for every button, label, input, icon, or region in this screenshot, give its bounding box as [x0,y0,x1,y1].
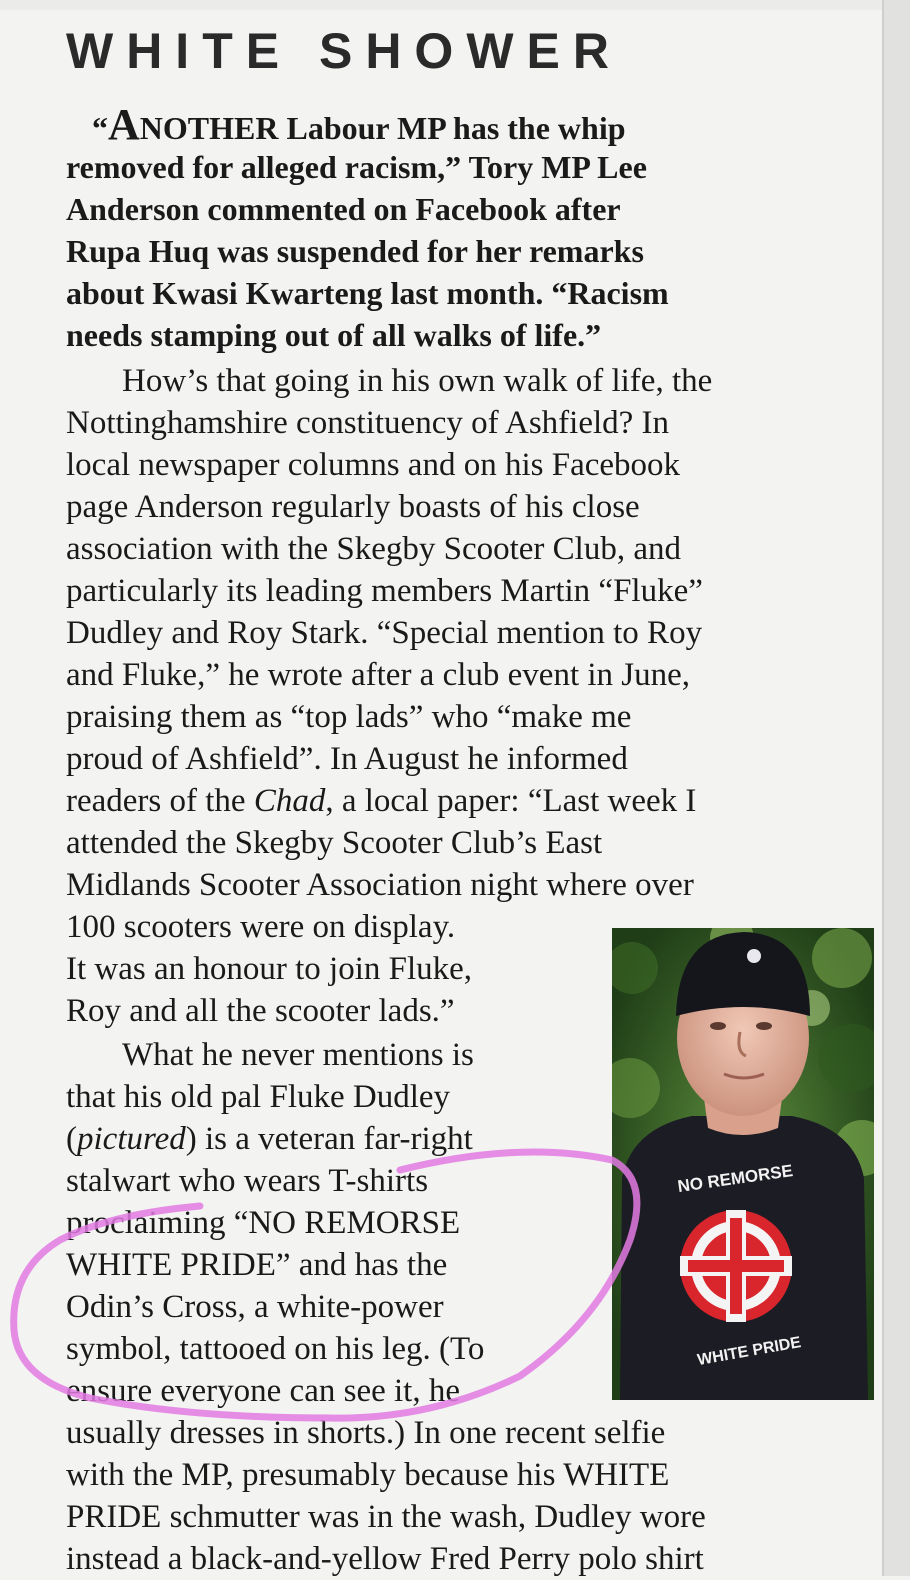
lead-line: needs stamping out of all walks of life.” [66,317,602,353]
body-line: usually dresses in shorts.) In one recent selfie [66,1415,666,1451]
body-line: proud of Ashfield”. In August he informed [66,741,628,777]
page-top-edge [0,0,882,10]
body-line [66,780,696,822]
body-fragment: ) is a veteran far-right [185,1121,473,1157]
body-line: ensure everyone can see it, he [66,1373,460,1409]
body-line: Odin’s Cross, a white-power [66,1289,444,1325]
body-line: Roy and all the scooter lads.” [66,993,455,1029]
body-line: PRIDE schmutter was in the wash, Dudley wore [66,1499,706,1535]
body-line: attended the Skegby Scooter Club’s East [66,825,603,861]
drop-cap: A [108,100,140,149]
lead-line: Anderson commented on Facebook after [66,191,621,227]
body-line: Nottinghamshire constituency of Ashfield? In [66,405,670,441]
lead-line: Rupa Huq was suspended for her remarks [66,233,644,269]
body-line: and Fluke,” he wrote after a club event in June, [66,657,691,693]
body-line: symbol, tattooed on his leg. (To [66,1331,485,1367]
body-line: What he never mentions is [122,1037,474,1073]
right-eye [756,1022,772,1030]
body-line: particularly its leading members Martin “Fluke” [66,573,703,609]
lead-line: removed for alleged racism,” Tory MP Lee [66,149,647,185]
open-quote: “ [92,110,108,146]
body-line: WHITE PRIDE” and has the [66,1247,448,1283]
body-line: praising them as “top lads” who “make me [66,699,632,735]
shirt-text-bottom: WHITE PRIDE [696,1334,803,1370]
body-line: Dudley and Roy Stark. “Special mention to Roy [66,615,703,651]
body-line: page Anderson regularly boasts of his close [66,489,640,525]
body-line: that his old pal Fluke Dudley [66,1079,451,1115]
newspaper-name: Chad [253,783,326,819]
lead-text: NOTHER Labour MP has the whip [139,110,626,146]
body-line: stalwart who wears T-shirts [66,1163,429,1199]
picture-reference: pictured [77,1121,186,1157]
lead-line-1 [66,100,626,149]
body-line: proclaiming “NO REMORSE [66,1205,461,1241]
left-eye [710,1022,726,1030]
body-fragment: ( [66,1121,77,1157]
lead-line: about Kwasi Kwarteng last month. “Racism [66,275,669,311]
body-line: association with the Skegby Scooter Club, and [66,531,681,567]
body-line [66,1118,473,1160]
body-line: with the MP, presumably because his WHITE [66,1457,670,1493]
body-fragment: , a local paper: “Last week I [325,783,697,819]
article-headline: WHITE SHOWER [66,23,622,79]
body-line: instead a black-and-yellow Fred Perry polo shirt [66,1541,704,1577]
body-line: local newspaper columns and on his Facebook [66,447,681,483]
scroll-gutter [882,0,910,1576]
body-line: 100 scooters were on display. [66,909,456,945]
shirt-text-top: NO REMORSE [676,1161,795,1197]
body-fragment: readers of the [66,783,254,819]
odins-cross-print [680,1210,792,1322]
body-line: It was an honour to join Fluke, [66,951,473,987]
photo-illustration [612,928,874,1400]
body-line: Midlands Scooter Association night where over [66,867,694,903]
beanie-badge [747,949,761,963]
article-photo [612,928,874,1400]
body-line: How’s that going in his own walk of life, the [122,363,713,399]
